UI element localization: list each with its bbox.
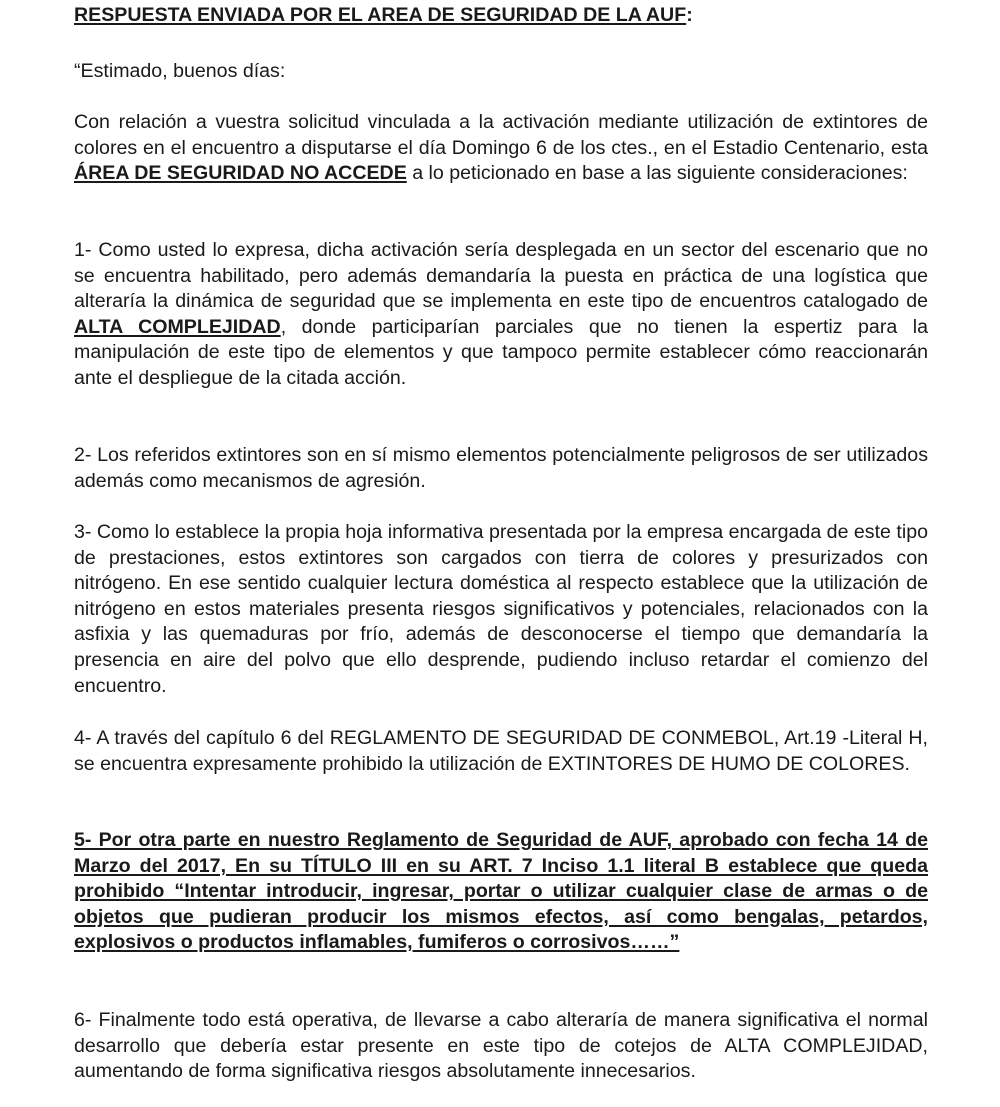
heading-title: RESPUESTA ENVIADA POR EL AREA DE SEGURIDAD DE LA AUF: [74, 4, 687, 26]
intro-emphasis: ÁREA DE SEGURIDAD NO ACCEDE: [74, 162, 407, 185]
greeting-line: “Estimado, buenos días:: [74, 60, 286, 82]
intro-text-before: Con relación a vuestra solicitud vinculada a la activación mediante utilización de extintores de colores en el encuentro a disputarse el día Domingo 6 de los ctes., en el Estadio Centenario, esta: [74, 111, 928, 159]
heading-colon: :: [686, 4, 693, 26]
point-6-paragraph: 6- Finalmente todo está operativa, de llevarse a cabo alteraría de manera significativa el normal desarrollo que debería estar presente en este tipo de cotejos de ALTA COMPLEJIDAD, aumentando de forma significativa riesgos absolutamente innecesarios.: [74, 1009, 928, 1083]
intro-paragraph: [74, 110, 928, 187]
point-2-paragraph: 2- Los referidos extintores son en sí mismo elementos potencialmente peligrosos de ser utilizados además como mecanismos de agresión.: [74, 444, 928, 492]
point-5-paragraph: 5- Por otra parte en nuestro Reglamento de Seguridad de AUF, aprobado con fecha 14 de Marzo del 2017, En su TÍTULO III en su ART. 7 Inciso 1.1 literal B establece que queda prohibido “Intentar introducir, ingresar, portar o utilizar cualquier clase de armas o de objetos que pudieran producir los mismos efectos, así como bengalas, petardos, explosivos o productos inflamables, fumiferos o corrosivos……”: [74, 829, 928, 954]
point-3-paragraph: 3- Como lo establece la propia hoja informativa presentada por la empresa encargada de este tipo de prestaciones, estos extintores son cargados con tierra de colores y presurizados con nitrógeno. En ese sentido cualquier lectura doméstica al respecto establece que la utilización de nitrógeno en estos materiales presenta riesgos significativos y potenciales, relacionados con la asfixia y las quemaduras por frío, además de desconocerse el tiempo que demandaría la presencia en aire del polvo que ello desprende, pudiendo incluso retardar el comienzo del encuentro.: [74, 521, 928, 697]
document-heading: [74, 3, 693, 29]
point-1-paragraph: [74, 238, 928, 392]
intro-text-after: a lo peticionado en base a las siguiente consideraciones:: [406, 162, 908, 185]
point-1-emphasis: ALTA COMPLEJIDAD: [74, 315, 281, 338]
point-4-paragraph: 4- A través del capítulo 6 del REGLAMENTO DE SEGURIDAD DE CONMEBOL, Art.19 -Literal H, se encuentra expresamente prohibido la utilización de EXTINTORES DE HUMO DE COLORES.: [74, 727, 928, 775]
point-1-text-after: , donde participarían parciales que no tienen la espertiz para la manipulación de este tipo de elementos y que tampoco permite establecer cómo reaccionarán ante el despliegue de la citada acción.: [74, 315, 928, 389]
point-1-text-before: 1- Como usted lo expresa, dicha activación sería desplegada en un sector del escenario que no se encuentra habilitado, pero además demandaría la puesta en práctica de una logística que alteraría la dinámica de seguridad que se implementa en este tipo de encuentros catalogado de: [74, 239, 928, 313]
